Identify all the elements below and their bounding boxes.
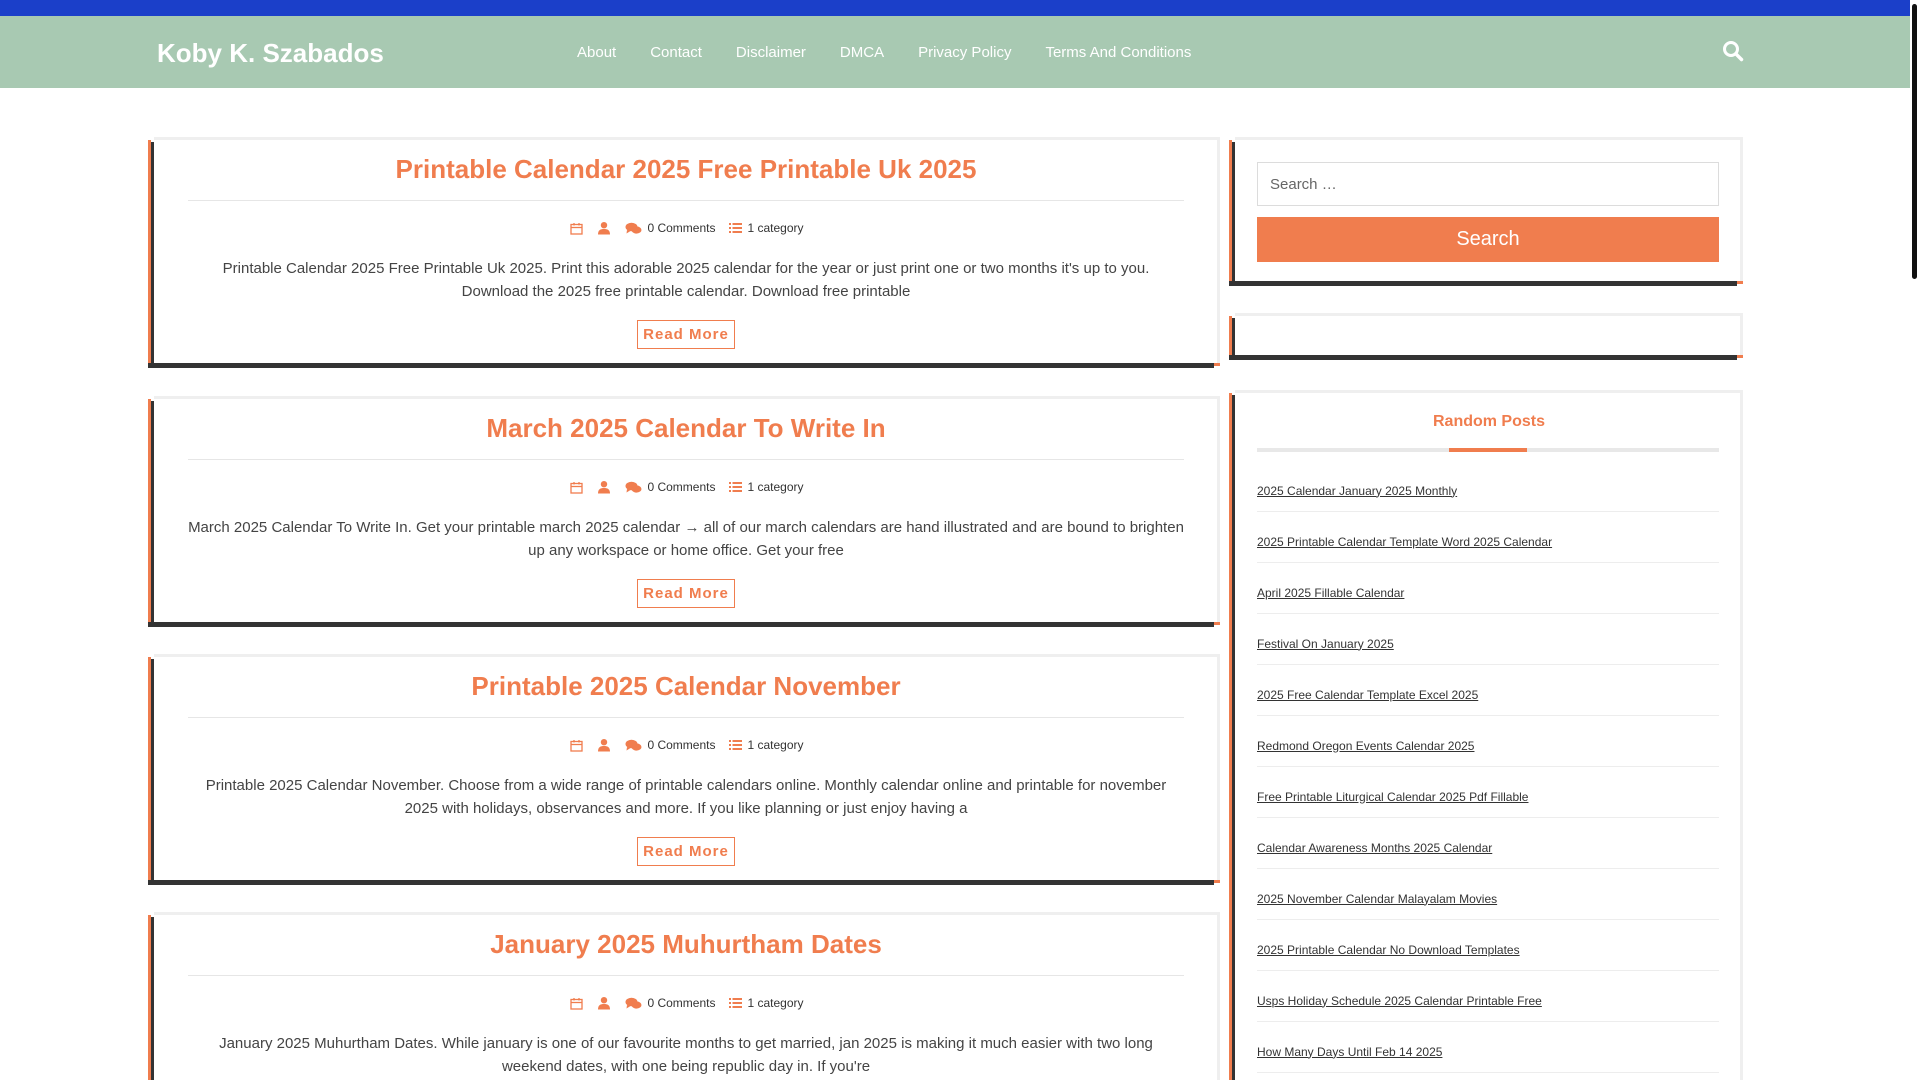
post-meta (154, 738, 1220, 752)
list-item (1257, 563, 1719, 614)
post-date[interactable] (570, 481, 583, 494)
post-author[interactable] (597, 996, 611, 1010)
site-header (0, 16, 1910, 88)
post-card (154, 912, 1220, 1080)
post-title[interactable]: Printable Calendar 2025 Free Printable Uk 2025 (395, 154, 977, 184)
post-card (154, 137, 1220, 363)
calendar-icon (570, 997, 583, 1010)
sidebar-empty-widget (1235, 313, 1743, 355)
search-button[interactable]: Search (1257, 217, 1719, 262)
list-icon (729, 997, 742, 1009)
post-excerpt: March 2025 Calendar To Write In. Get your printable march 2025 calendar → all of our march calendars are hand illustrated and are bound to brighten up any workspace or home office. Get your free (188, 519, 1184, 559)
list-item (1257, 1022, 1719, 1073)
calendar-icon (570, 481, 583, 494)
post-date[interactable] (570, 222, 583, 235)
list-icon (729, 739, 742, 751)
list-item (1257, 869, 1719, 920)
post-title-divider (188, 200, 1184, 201)
comments-count: 0 Comments (647, 738, 716, 752)
post-meta (154, 480, 1220, 494)
random-post-link[interactable]: 2025 Printable Calendar No Download Templates (1257, 942, 1520, 957)
random-post-link[interactable]: Usps Holiday Schedule 2025 Calendar Printable Free (1257, 993, 1542, 1008)
post-card (154, 654, 1220, 880)
widget-title: Random Posts (1432, 413, 1545, 430)
list-item (1257, 971, 1719, 1022)
user-icon (597, 480, 611, 494)
read-more-button[interactable]: Read More (637, 579, 735, 608)
random-post-link[interactable]: 2025 Free Calendar Template Excel 2025 (1257, 687, 1479, 702)
list-item (1257, 665, 1719, 716)
post-categories[interactable] (729, 480, 803, 494)
post-excerpt: Printable Calendar 2025 Free Printable Uk 2025. Print this adorable 2025 calendar for the year or just print one or two months it's up to you. Download the 2025 free printable calendar. Download free printable (222, 260, 1150, 300)
post-meta (154, 996, 1220, 1010)
category-count: 1 category (747, 738, 804, 752)
random-post-link[interactable]: Free Printable Liturgical Calendar 2025 Pdf Fillable (1257, 789, 1529, 804)
nav-dmca[interactable]: DMCA (839, 43, 885, 61)
nav-contact[interactable]: Contact (650, 43, 702, 61)
post-title-divider (188, 459, 1184, 460)
post-author[interactable] (597, 480, 611, 494)
post-title[interactable]: Printable 2025 Calendar November (471, 671, 901, 701)
random-post-link[interactable]: 2025 November Calendar Malayalam Movies (1257, 891, 1498, 906)
post-author[interactable] (597, 738, 611, 752)
list-item (1257, 767, 1719, 818)
random-post-link[interactable]: Festival On January 2025 (1257, 636, 1394, 651)
nav-terms-and-conditions[interactable]: Terms And Conditions (1045, 43, 1192, 61)
post-author[interactable] (597, 221, 611, 235)
comments-count: 0 Comments (647, 996, 716, 1010)
post-categories[interactable] (729, 996, 803, 1010)
list-item (1257, 461, 1719, 512)
list-item (1257, 920, 1719, 971)
comments-count: 0 Comments (647, 480, 716, 494)
random-post-link[interactable]: Calendar Awareness Months 2025 Calendar (1257, 840, 1493, 855)
comments-icon (625, 997, 642, 1010)
post-comments[interactable] (625, 738, 715, 752)
post-title[interactable]: January 2025 Muhurtham Dates (490, 929, 882, 959)
nav-about[interactable]: About (577, 43, 617, 61)
post-meta (154, 221, 1220, 235)
random-post-link[interactable]: How Many Days Until Feb 14 2025 (1257, 1044, 1443, 1059)
post-card (154, 396, 1220, 622)
nav-disclaimer[interactable]: Disclaimer (735, 43, 806, 61)
main-nav (560, 16, 1208, 88)
post-comments[interactable] (625, 480, 715, 494)
random-posts-widget (1235, 390, 1743, 1080)
post-title-divider (188, 975, 1184, 976)
random-post-link[interactable]: 2025 Printable Calendar Template Word 2025 Calendar (1257, 534, 1553, 549)
post-title-divider (188, 717, 1184, 718)
scrollbar-thumb[interactable] (1912, 4, 1917, 279)
post-categories[interactable] (729, 221, 803, 235)
random-post-link[interactable]: April 2025 Fillable Calendar (1257, 585, 1405, 600)
random-posts-list (1257, 461, 1719, 1073)
category-count: 1 category (747, 480, 804, 494)
list-icon (729, 222, 742, 234)
post-comments[interactable] (625, 996, 715, 1010)
post-date[interactable] (570, 739, 583, 752)
comments-icon (625, 481, 642, 494)
list-item (1257, 512, 1719, 563)
post-comments[interactable] (625, 221, 715, 235)
read-more-button[interactable]: Read More (637, 837, 735, 866)
list-item (1257, 716, 1719, 767)
widget-title-accent (1449, 448, 1527, 452)
top-accent-bar (0, 0, 1910, 16)
user-icon (597, 738, 611, 752)
comments-icon (625, 222, 642, 235)
post-excerpt: January 2025 Muhurtham Dates. While january is one of our favourite months to get married, jan 2025 is making it much easier with two long weekend dates, with one being republic day in. If you're (219, 1035, 1153, 1075)
post-categories[interactable] (729, 738, 803, 752)
page-scrollbar[interactable] (1910, 0, 1920, 1080)
category-count: 1 category (747, 996, 804, 1010)
random-post-link[interactable]: 2025 Calendar January 2025 Monthly (1257, 483, 1458, 498)
user-icon (597, 221, 611, 235)
list-item (1257, 818, 1719, 869)
category-count: 1 category (747, 221, 804, 235)
user-icon (597, 996, 611, 1010)
search-input[interactable] (1257, 162, 1719, 206)
list-item (1257, 614, 1719, 665)
post-excerpt: Printable 2025 Calendar November. Choose from a wide range of printable calendars online. Monthly calendar online and printable for november 2025 with holidays, observances and more. If you like planning or just enjoy having a (205, 777, 1167, 817)
post-date[interactable] (570, 997, 583, 1010)
site-title[interactable]: Koby K. Szabados (157, 38, 384, 68)
calendar-icon (570, 222, 583, 235)
list-icon (729, 481, 742, 493)
calendar-icon (570, 739, 583, 752)
nav-privacy-policy[interactable]: Privacy Policy (918, 43, 1012, 61)
comments-count: 0 Comments (647, 221, 716, 235)
search-icon[interactable] (1720, 38, 1746, 64)
read-more-button[interactable]: Read More (637, 320, 735, 349)
sidebar-search-widget (1235, 137, 1743, 281)
comments-icon (625, 739, 642, 752)
random-post-link[interactable]: Redmond Oregon Events Calendar 2025 (1257, 738, 1475, 753)
post-title[interactable]: March 2025 Calendar To Write In (486, 413, 886, 443)
